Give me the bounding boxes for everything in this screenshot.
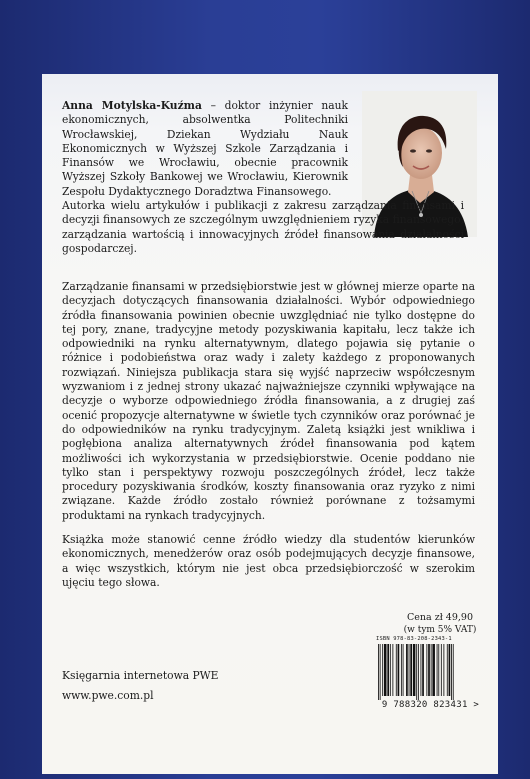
author-bio-first: – doktor inżynier nauk ekonomicznych, absolwentka Politechniki Wrocławskiej, Dziekan Wydziału Nauk Ekonomicznych w Wyższej Szkole Zarządzania i Finansów we Wrocławiu, obecnie pracownik Wyższej Szkoły Bankowej we Wrocławiu, Kierownik Zespołu Dydaktycznego Doradztwa Finansowego.: [62, 99, 348, 198]
description-paragraph-1: Zarządzanie finansami w przedsiębiorstwie jest w głównej mierze oparte na decyzjach dotyczących finansowania działalności. Wybór odpowiedniego źródła finansowania powinien obecnie uwzględniać nie tylko dostępne do tej pory, znane, tradycyjne metody pozyskiwania kapitału, lecz także ich odpowiedniki na rynku alternatywnym, dlatego pojawia się pytanie o różnice i podobieństwa oraz wady i zalety każdego z proponowanych rozwiązań. Niniejsza publikacja stara się wyjść naprzeciw współczesnym wyzwaniom i z jednej strony ukazać najważniejsze czynniki wpływające na decyzje o wyborze odpowiedniego źródła finansowania, a z drugiej zaś ocenić propozycje alternatywne w świetle tych czynników oraz porównać je do odpowiedników na rynku tradycyjnym. Zaletą książki jest wnikliwa i pogłębiona analiza alternatywnych źródeł finansowania pod kątem możliwości ich wykorzystania w przedsiębiorstwie. Ocenie poddano nie tylko stan i perspektywy rozwoju poszczególnych źródeł, lecz także procedury pozyskiwania środków, koszty finansowania oraz ryzyko z nimi związane. Każde źródło zostało również porównane z tożsamymi produktami na rynkach tradycyjnych.: [62, 280, 475, 522]
publisher-url[interactable]: www.pwe.com.pl: [62, 689, 154, 702]
barcode-bar: [387, 644, 389, 696]
publisher-shop-label: Księgarnia internetowa PWE: [62, 669, 219, 682]
barcode-bar: [431, 644, 432, 696]
barcode-bar: [428, 644, 430, 696]
barcode-bar: [403, 644, 404, 696]
barcode-bar: [392, 644, 393, 696]
barcode-digits: 9 788320 823431: [381, 700, 468, 710]
barcode-bar: [401, 644, 402, 696]
barcode-bar: [378, 644, 379, 700]
price-box: [390, 612, 490, 636]
isbn-label: ISBN 978-83-208-2343-1: [376, 636, 452, 642]
barcode-bar: [432, 644, 435, 696]
barcode-bar: [390, 644, 391, 696]
price-vat-note: (w tym 5% VAT): [403, 625, 477, 635]
description-paragraph-2: Książka może stanowić cenne źródło wiedzy dla studentów kierunków ekonomicznych, menedżerów oraz osób podejmujących decyzje finansowe, a więc wszystkich, którym nie jest obca przedsiębiorczość w szerokim ujęciu tego słowa.: [62, 533, 475, 589]
author-bio-continued: Autorka wielu artykułów i publikacji z zakresu zarządzania finansami i decyzji finansowych ze szczególnym uwzględnieniem ryzyka finansowego, zarządzania wartością i innowacyjnych źródeł finansowania działalności gospodarczej.: [62, 199, 464, 255]
barcode-bar: [382, 644, 383, 696]
barcode-bar: [426, 644, 427, 696]
barcode-bar: [406, 644, 408, 696]
barcode-bar: [422, 644, 424, 696]
barcode-bar: [398, 644, 400, 696]
barcode-bar: [416, 644, 417, 700]
barcode-bar: [437, 644, 438, 696]
barcode-bar: [449, 644, 451, 696]
barcode-bar: [409, 644, 410, 696]
barcode-bars: [368, 644, 493, 700]
barcode-bar: [396, 644, 397, 696]
barcode-bar: [380, 644, 381, 700]
barcode-number: [368, 700, 493, 710]
price-amount: Cena zł 49,90: [407, 612, 473, 623]
barcode-bar: [451, 644, 452, 700]
barcode-bar: [443, 644, 444, 696]
barcode-bar: [418, 644, 419, 700]
publisher-info: [62, 666, 218, 706]
barcode-bar: [441, 644, 442, 696]
barcode-bar: [384, 644, 387, 696]
author-name: Anna Motylska-Kuźma: [62, 99, 202, 112]
barcode-bar: [447, 644, 448, 696]
barcode-bar: [410, 644, 412, 696]
barcode-bar: [453, 644, 454, 700]
author-bio: [62, 99, 348, 199]
barcode-arrow: >: [473, 700, 480, 710]
barcode-bar: [421, 644, 422, 696]
barcode-bar: [438, 644, 439, 696]
isbn-barcode: [368, 636, 493, 714]
barcode-bar: [413, 644, 416, 696]
